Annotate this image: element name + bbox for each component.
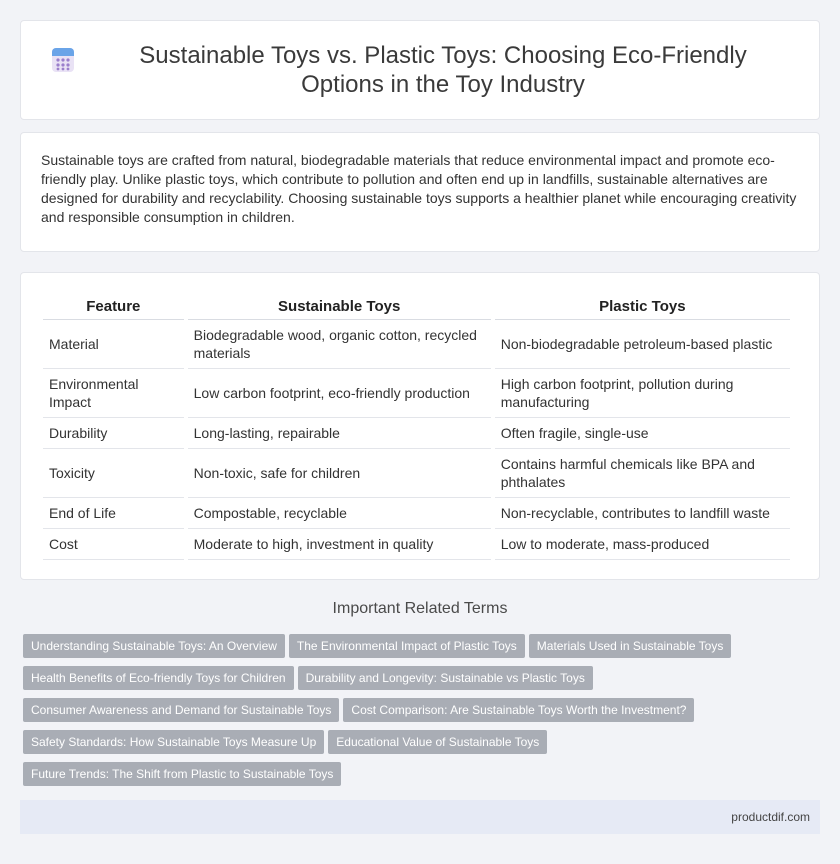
column-header-plastic: Plastic Toys: [495, 293, 790, 320]
related-term-tag[interactable]: Health Benefits of Eco-friendly Toys for Children: [23, 666, 294, 690]
comparison-table: [39, 293, 794, 560]
related-terms-title: Important Related Terms: [332, 600, 508, 617]
related-term-tag[interactable]: Consumer Awareness and Demand for Sustainable Toys: [23, 698, 339, 722]
header-card: [20, 20, 820, 120]
calculator-icon: [50, 47, 76, 73]
related-term-tag[interactable]: Educational Value of Sustainable Toys: [328, 730, 547, 754]
table-cell: Often fragile, single-use: [495, 418, 790, 449]
column-header-feature: Feature: [43, 293, 184, 320]
table-row: [43, 498, 790, 529]
related-term-tag[interactable]: Cost Comparison: Are Sustainable Toys Worth the Investment?: [343, 698, 694, 722]
related-terms-list: [23, 634, 823, 794]
table-row: [43, 369, 790, 418]
comparison-card: [20, 272, 820, 580]
table-cell: Toxicity: [43, 449, 184, 498]
related-term-tag[interactable]: Understanding Sustainable Toys: An Overview: [23, 634, 285, 658]
table-cell: Cost: [43, 529, 184, 560]
table-cell: Non-biodegradable petroleum-based plastic: [495, 320, 790, 369]
table-cell: Durability: [43, 418, 184, 449]
table-row: [43, 320, 790, 369]
table-row: [43, 529, 790, 560]
table-cell: Low to moderate, mass-produced: [495, 529, 790, 560]
related-term-tag[interactable]: The Environmental Impact of Plastic Toys: [289, 634, 525, 658]
intro-card: [20, 132, 820, 252]
column-header-sustainable: Sustainable Toys: [188, 293, 491, 320]
table-cell: Low carbon footprint, eco-friendly production: [188, 369, 491, 418]
table-cell: High carbon footprint, pollution during manufacturing: [495, 369, 790, 418]
table-cell: End of Life: [43, 498, 184, 529]
table-cell: Compostable, recyclable: [188, 498, 491, 529]
table-cell: Long-lasting, repairable: [188, 418, 491, 449]
table-header-row: [43, 293, 790, 320]
page-title: Sustainable Toys vs. Plastic Toys: Choosing Eco-Friendly Options in the Toy Industry: [139, 42, 747, 98]
table-cell: Biodegradable wood, organic cotton, recycled materials: [188, 320, 491, 369]
table-cell: Moderate to high, investment in quality: [188, 529, 491, 560]
related-term-tag[interactable]: Materials Used in Sustainable Toys: [529, 634, 732, 658]
table-cell: Contains harmful chemicals like BPA and phthalates: [495, 449, 790, 498]
table-cell: Material: [43, 320, 184, 369]
related-term-tag[interactable]: Safety Standards: How Sustainable Toys Measure Up: [23, 730, 324, 754]
table-cell: Environmental Impact: [43, 369, 184, 418]
table-row: [43, 418, 790, 449]
related-term-tag[interactable]: Durability and Longevity: Sustainable vs Plastic Toys: [298, 666, 593, 690]
table-row: [43, 449, 790, 498]
table-cell: Non-toxic, safe for children: [188, 449, 491, 498]
footer-site-link[interactable]: productdif.com: [731, 810, 810, 824]
intro-text: Sustainable toys are crafted from natural, biodegradable materials that reduce environmental impact and promote eco-friendly play. Unlike plastic toys, which contribute to pollution and often end up in landfills, sustainable alternatives are designed for durability and recyclability. Choosing sustainable toys supports a healthier planet while encouraging creativity and responsible consumption in children.: [41, 152, 797, 225]
table-cell: Non-recyclable, contributes to landfill waste: [495, 498, 790, 529]
footer: [20, 800, 820, 834]
related-term-tag[interactable]: Future Trends: The Shift from Plastic to Sustainable Toys: [23, 762, 341, 786]
